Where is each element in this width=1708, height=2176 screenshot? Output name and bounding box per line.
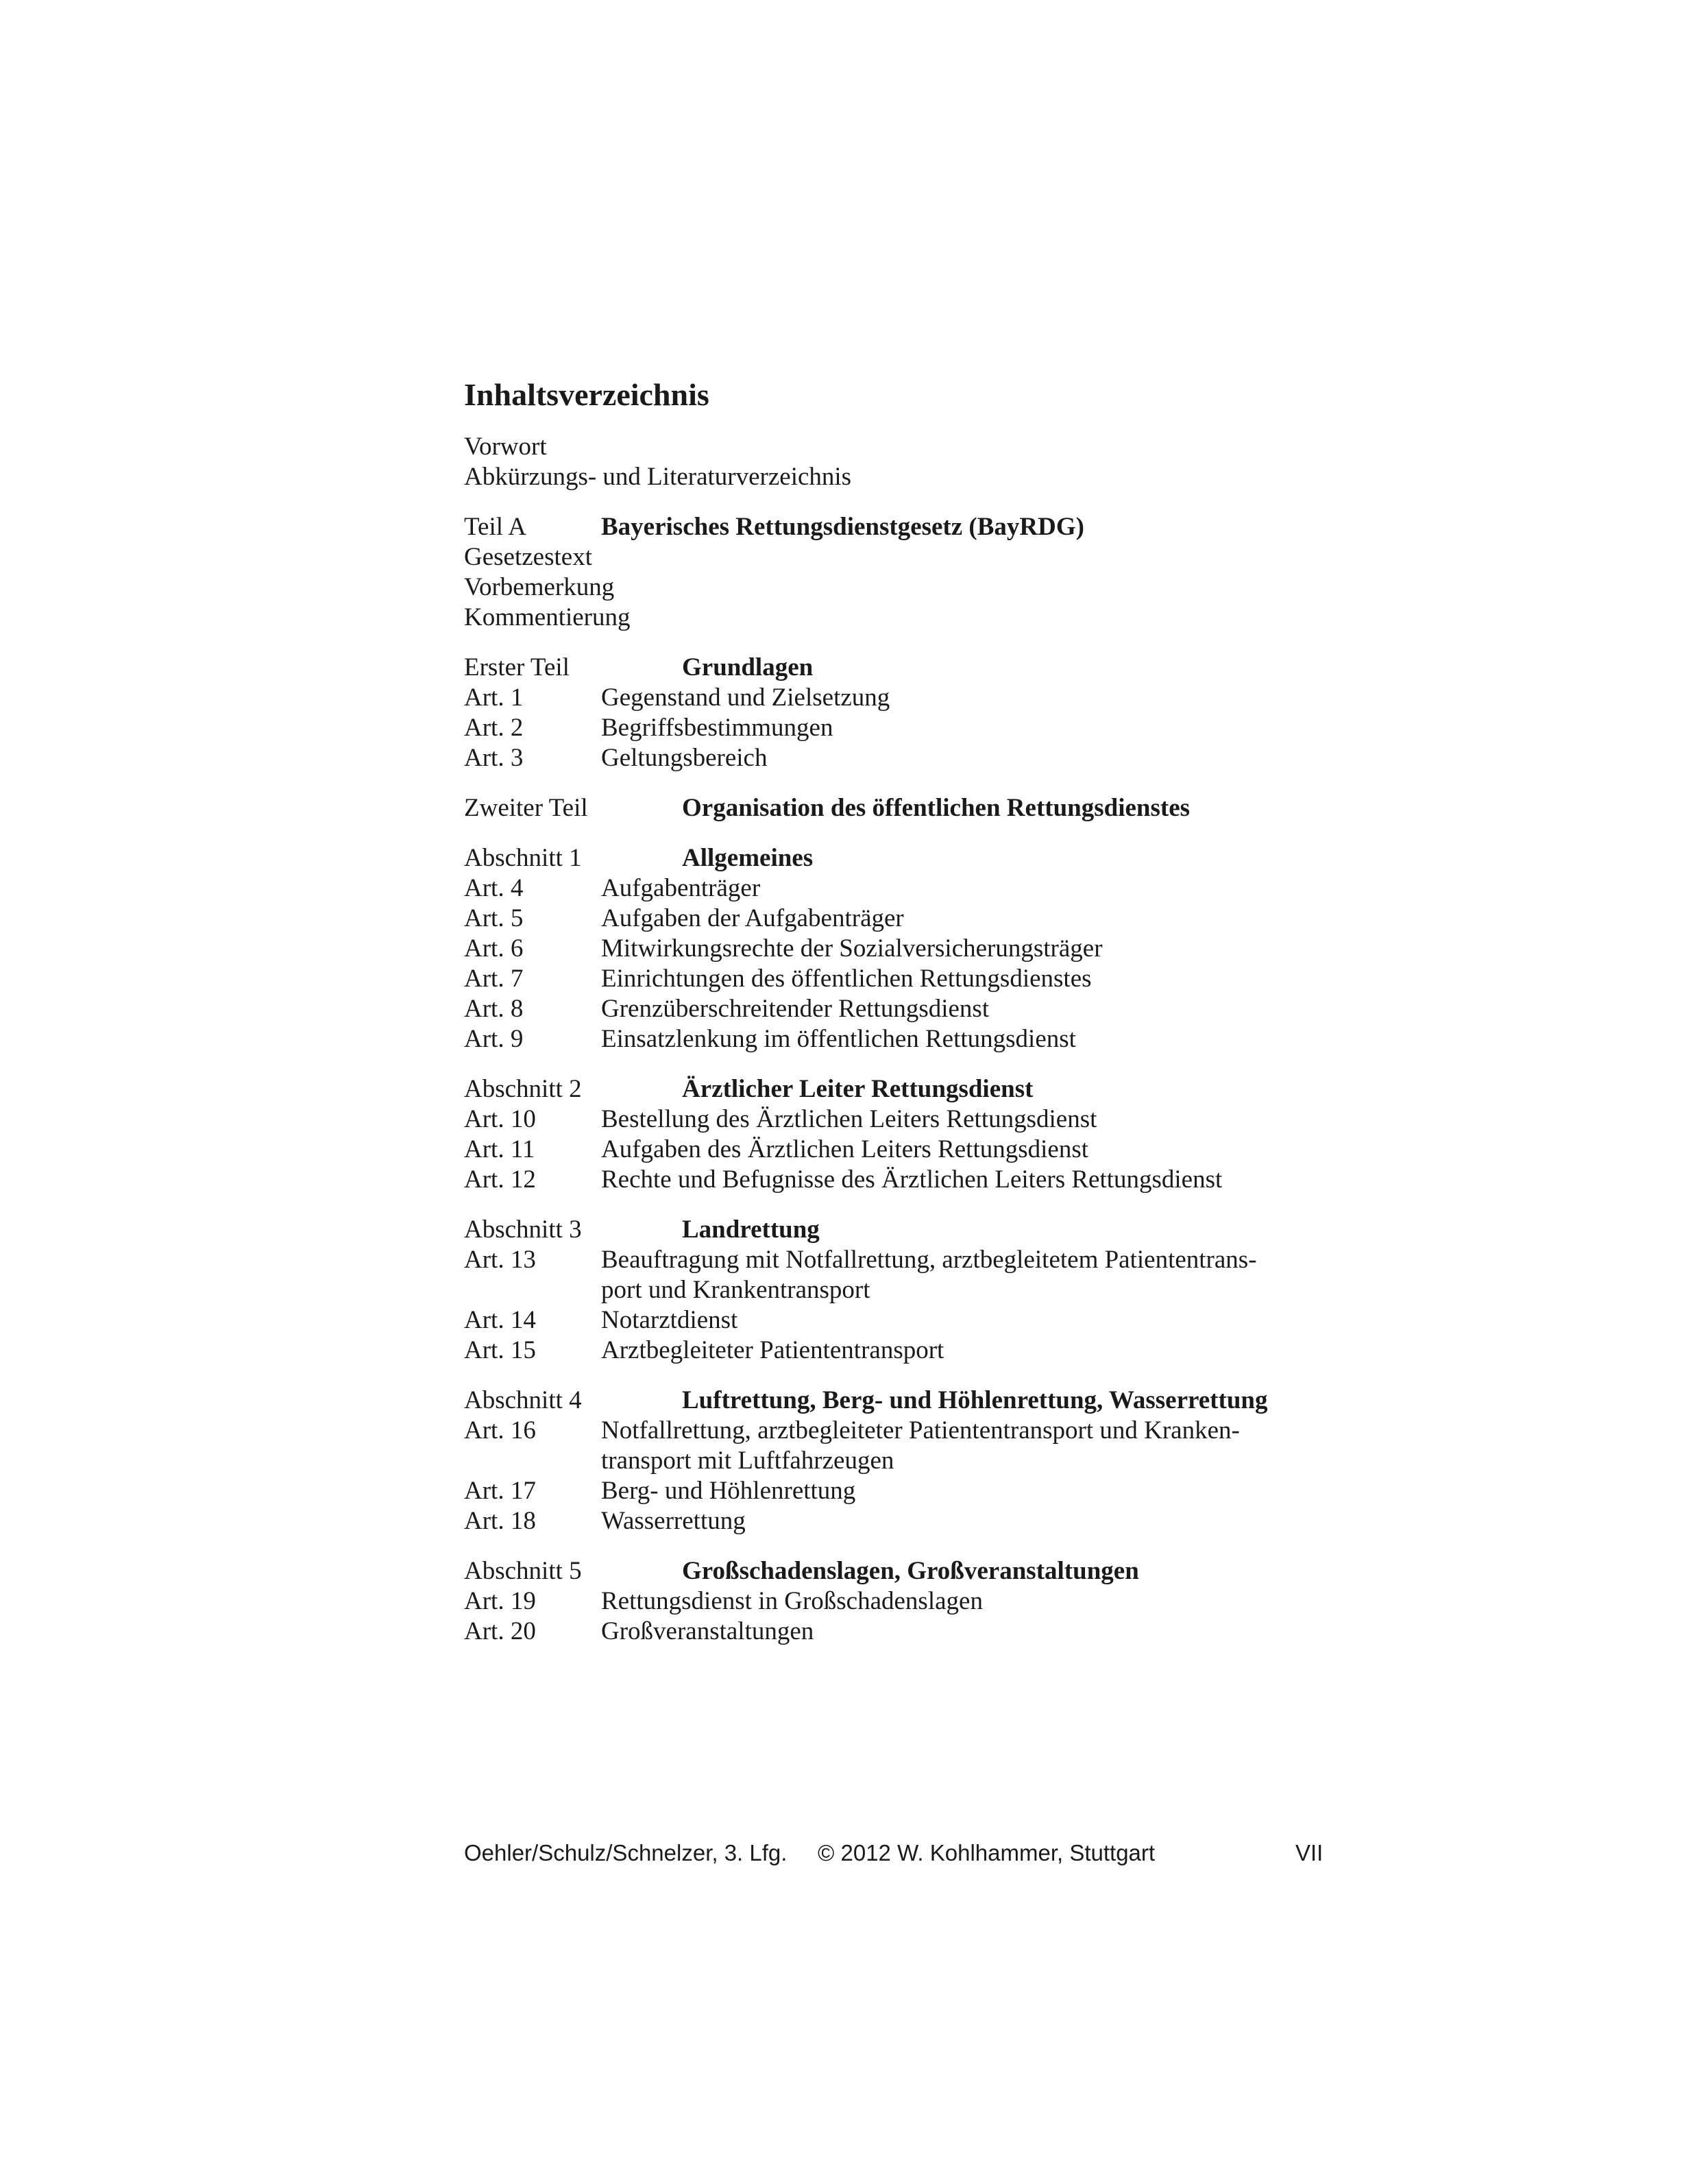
- article-title: Grenzüberschreitender Rettungsdienst: [601, 995, 990, 1023]
- toc-article-row[interactable]: [464, 1305, 1355, 1335]
- article-title: Aufgaben der Aufgabenträger: [601, 904, 904, 932]
- toc-article-row[interactable]: [464, 1165, 1355, 1195]
- article-number: Art. 2: [464, 714, 524, 742]
- table-of-contents: [464, 432, 1355, 1667]
- footer-copyright: © 2012 W. Kohlhammer, Stuttgart: [818, 1840, 1156, 1865]
- article-number: Art. 1: [464, 684, 524, 712]
- section-title[interactable]: Allgemeines: [682, 844, 814, 872]
- toc-article-row[interactable]: [464, 1245, 1355, 1305]
- article-number: Art. 7: [464, 965, 524, 993]
- article-title: Aufgabenträger: [601, 874, 761, 902]
- teil-a-label: Teil A: [464, 513, 526, 541]
- article-number: Art. 16: [464, 1416, 536, 1444]
- section-heading: [464, 1215, 1355, 1245]
- toc-article-row[interactable]: [464, 1104, 1355, 1135]
- section-label: Erster Teil: [464, 653, 570, 681]
- toc-article-row[interactable]: [464, 1506, 1355, 1536]
- toc-article-row[interactable]: [464, 1335, 1355, 1366]
- article-number: Art. 9: [464, 1025, 524, 1053]
- toc-article-row[interactable]: [464, 1135, 1355, 1165]
- section-heading: [464, 653, 1355, 683]
- section-abschnitt-1: [464, 843, 1355, 1054]
- article-title: Arztbegleiteter Patiententransport: [601, 1336, 944, 1364]
- article-number: Art. 4: [464, 874, 524, 902]
- teil-a-title[interactable]: Bayerisches Rettungsdienstgesetz (BayRDG): [601, 513, 1084, 541]
- toc-article-row[interactable]: [464, 743, 1355, 773]
- article-title: Großveranstaltungen: [601, 1617, 814, 1645]
- toc-entry-abkuerzungsverzeichnis[interactable]: Abkürzungs- und Literaturverzeichnis: [464, 463, 852, 491]
- article-number: Art. 5: [464, 904, 524, 932]
- article-number: Art. 19: [464, 1587, 536, 1615]
- section-heading: [464, 1074, 1355, 1104]
- toc-article-row[interactable]: [464, 1416, 1355, 1476]
- article-title: Rechte und Befugnisse des Ärztlichen Leiters Rettungsdienst: [601, 1165, 1223, 1194]
- front-matter-block: [464, 432, 1355, 492]
- article-title: Gegenstand und Zielsetzung: [601, 684, 890, 712]
- article-title: Einsatzlenkung im öffentlichen Rettungsdienst: [601, 1025, 1076, 1053]
- toc-article-row[interactable]: [464, 1617, 1355, 1647]
- article-number: Art. 14: [464, 1306, 536, 1334]
- article-title: Einrichtungen des öffentlichen Rettungsdienstes: [601, 965, 1092, 993]
- section-abschnitt-4: [464, 1386, 1355, 1536]
- toc-entry-gesetzestext[interactable]: Gesetzestext: [464, 543, 592, 571]
- article-number: Art. 8: [464, 995, 524, 1023]
- toc-article-row[interactable]: [464, 964, 1355, 994]
- section-heading: [464, 793, 1355, 823]
- article-number: Art. 10: [464, 1105, 536, 1133]
- article-title-line-1: Notfallrettung, arztbegleiteter Patiententransport und Kranken-: [601, 1416, 1240, 1444]
- toc-article-row[interactable]: [464, 934, 1355, 964]
- toc-article-row[interactable]: [464, 994, 1355, 1024]
- article-number: Art. 12: [464, 1165, 536, 1194]
- article-title: Berg- und Höhlenrettung: [601, 1477, 856, 1505]
- article-number: Art. 11: [464, 1135, 535, 1163]
- section-label: Abschnitt 2: [464, 1075, 582, 1103]
- article-title-line-2: transport mit Luftfahrzeugen: [601, 1447, 894, 1475]
- article-title: Aufgaben des Ärztlichen Leiters Rettungsdienst: [601, 1135, 1089, 1163]
- section-title[interactable]: Landrettung: [682, 1216, 820, 1244]
- article-title-line-2: port und Krankentransport: [601, 1276, 870, 1304]
- article-title: Wasserrettung: [601, 1507, 746, 1535]
- section-heading: [464, 1556, 1355, 1586]
- section-title[interactable]: Ärztlicher Leiter Rettungsdienst: [682, 1075, 1034, 1103]
- section-heading: [464, 1386, 1355, 1416]
- section-heading: [464, 843, 1355, 873]
- page-title: Inhaltsverzeichnis: [464, 377, 709, 412]
- toc-article-row[interactable]: [464, 1586, 1355, 1617]
- section-abschnitt-2: [464, 1074, 1355, 1195]
- teil-a-block: [464, 512, 1355, 633]
- teil-a-heading: [464, 512, 1355, 542]
- section-abschnitt-3: [464, 1215, 1355, 1366]
- article-title: Begriffsbestimmungen: [601, 714, 833, 742]
- toc-entry-kommentierung[interactable]: Kommentierung: [464, 603, 631, 631]
- article-title-line-1: Beauftragung mit Notfallrettung, arztbegleitetem Patiententrans-: [601, 1246, 1257, 1274]
- toc-entry-vorwort[interactable]: Vorwort: [464, 433, 547, 461]
- article-number: Art. 17: [464, 1477, 536, 1505]
- article-title: Notarztdienst: [601, 1306, 738, 1334]
- article-number: Art. 15: [464, 1336, 536, 1364]
- section-title[interactable]: Organisation des öffentlichen Rettungsdienstes: [682, 794, 1191, 822]
- section-title[interactable]: Grundlagen: [682, 653, 814, 681]
- section-erster-teil: [464, 653, 1355, 773]
- toc-article-row[interactable]: [464, 683, 1355, 713]
- section-label: Abschnitt 1: [464, 844, 582, 872]
- toc-article-row[interactable]: [464, 1476, 1355, 1506]
- article-title: [601, 1416, 1355, 1476]
- section-zweiter-teil: [464, 793, 1355, 823]
- section-title[interactable]: Luftrettung, Berg- und Höhlenrettung, Wasserrettung: [682, 1386, 1268, 1414]
- toc-article-row[interactable]: [464, 1024, 1355, 1054]
- article-title: Mitwirkungsrechte der Sozialversicherungsträger: [601, 934, 1103, 963]
- section-label: Abschnitt 4: [464, 1386, 582, 1414]
- article-number: Art. 20: [464, 1617, 536, 1645]
- article-number: Art. 13: [464, 1246, 536, 1274]
- article-title: Rettungsdienst in Großschadenslagen: [601, 1587, 983, 1615]
- section-title[interactable]: Großschadenslagen, Großveranstaltungen: [682, 1557, 1139, 1585]
- page-number: VII: [1295, 1840, 1323, 1865]
- toc-article-row[interactable]: [464, 713, 1355, 743]
- section-label: Zweiter Teil: [464, 794, 588, 822]
- toc-article-row[interactable]: [464, 873, 1355, 904]
- toc-entry-vorbemerkung[interactable]: Vorbemerkung: [464, 573, 615, 601]
- article-number: Art. 3: [464, 744, 524, 772]
- article-title: [601, 1245, 1355, 1305]
- article-number: Art. 6: [464, 934, 524, 963]
- section-label: Abschnitt 3: [464, 1216, 582, 1244]
- article-title: Bestellung des Ärztlichen Leiters Rettungsdienst: [601, 1105, 1097, 1133]
- toc-article-row[interactable]: [464, 904, 1355, 934]
- article-title: Geltungsbereich: [601, 744, 768, 772]
- footer-authors: Oehler/Schulz/Schnelzer, 3. Lfg.: [464, 1840, 788, 1865]
- section-label: Abschnitt 5: [464, 1557, 582, 1585]
- section-abschnitt-5: [464, 1556, 1355, 1647]
- article-number: Art. 18: [464, 1507, 536, 1535]
